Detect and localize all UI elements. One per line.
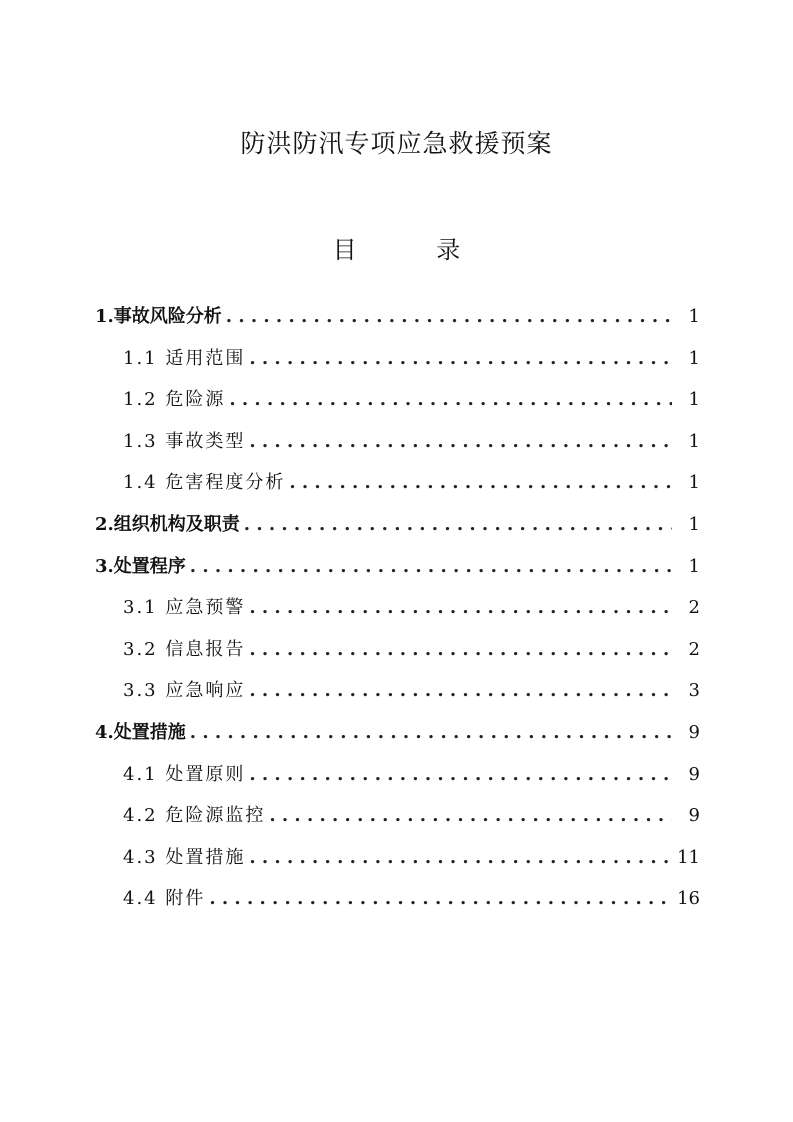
- toc-entry-label: 1.4 危害程度分析: [123, 472, 286, 494]
- toc-entry-page: 9: [688, 805, 700, 827]
- toc-entry-3-1[interactable]: [95, 587, 700, 629]
- toc-entry-page: 1: [688, 555, 700, 577]
- toc-entry-page: 9: [688, 763, 700, 785]
- toc-entry-4-1[interactable]: [95, 754, 700, 796]
- toc-entry-label: 4.1 处置原则: [123, 763, 246, 785]
- toc-entry-3[interactable]: [95, 546, 700, 588]
- toc-entry-page: 16: [677, 888, 700, 910]
- toc-entry-page: 1: [688, 472, 700, 494]
- toc-entry-page: 1: [688, 389, 700, 411]
- document-title: 防洪防汛专项应急救援预案: [240, 129, 553, 158]
- toc-entry-page: 9: [688, 721, 700, 743]
- toc-dot-leader: [249, 837, 672, 879]
- toc-entry-label: 4.4 附件: [123, 888, 206, 910]
- toc-entry-page: 1: [688, 430, 700, 452]
- toc-entry-page: 3: [688, 680, 700, 702]
- toc-entry-4-3[interactable]: [95, 837, 700, 879]
- toc-entry-page: 2: [688, 638, 700, 660]
- toc-entry-page: 1: [688, 347, 700, 369]
- toc-dot-leader: [244, 504, 672, 546]
- toc-entry-1-3[interactable]: [95, 421, 700, 463]
- toc-entry-2[interactable]: [95, 504, 700, 546]
- toc-entry-3-3[interactable]: [95, 670, 700, 712]
- toc-entry-label: 4.2 危险源监控: [123, 805, 266, 827]
- toc-entry-label: 4.处置措施: [95, 721, 186, 743]
- toc-dot-leader: [249, 754, 672, 796]
- toc-dot-leader: [249, 338, 672, 380]
- toc-entry-label: 2.组织机构及职责: [95, 513, 240, 535]
- toc-entry-label: 1.3 事故类型: [123, 430, 246, 452]
- toc-entry-page: 2: [688, 597, 700, 619]
- toc-dot-leader: [190, 712, 672, 754]
- toc-dot-leader: [269, 795, 672, 837]
- toc-dot-leader: [249, 421, 672, 463]
- toc-dot-leader: [249, 587, 672, 629]
- toc-entry-label: 3.1 应急预警: [123, 597, 246, 619]
- toc-dot-leader: [249, 629, 672, 671]
- toc-entry-label: 3.处置程序: [95, 555, 186, 577]
- toc-dot-leader: [229, 379, 672, 421]
- toc-entry-label: 1.2 危险源: [123, 389, 226, 411]
- toc-dot-leader: [249, 670, 672, 712]
- toc-entry-3-2[interactable]: [95, 629, 700, 671]
- table-of-contents: [95, 296, 700, 920]
- toc-entry-page: 1: [688, 306, 700, 327]
- toc-dot-leader: [209, 878, 672, 920]
- toc-entry-label: 3.3 应急响应: [123, 680, 246, 702]
- toc-entry-page: 1: [688, 513, 700, 535]
- toc-entry-1-2[interactable]: [95, 379, 700, 421]
- toc-entry-4-2[interactable]: [95, 795, 700, 837]
- toc-dot-leader: [226, 296, 672, 338]
- toc-heading: 目 录: [332, 236, 497, 264]
- toc-dot-leader: [190, 546, 672, 588]
- toc-entry-label: 3.2 信息报告: [123, 638, 246, 660]
- toc-entry-1-1[interactable]: [95, 338, 700, 380]
- toc-entry-4[interactable]: [95, 712, 700, 754]
- toc-entry-1[interactable]: [95, 296, 700, 338]
- toc-entry-4-4[interactable]: [95, 878, 700, 920]
- toc-entry-label: 1.事故风险分析: [95, 306, 222, 327]
- toc-entry-page: 11: [677, 846, 700, 868]
- toc-entry-label: 4.3 处置措施: [123, 846, 246, 868]
- toc-dot-leader: [289, 462, 672, 504]
- toc-entry-label: 1.1 适用范围: [123, 347, 246, 369]
- toc-entry-1-4[interactable]: [95, 462, 700, 504]
